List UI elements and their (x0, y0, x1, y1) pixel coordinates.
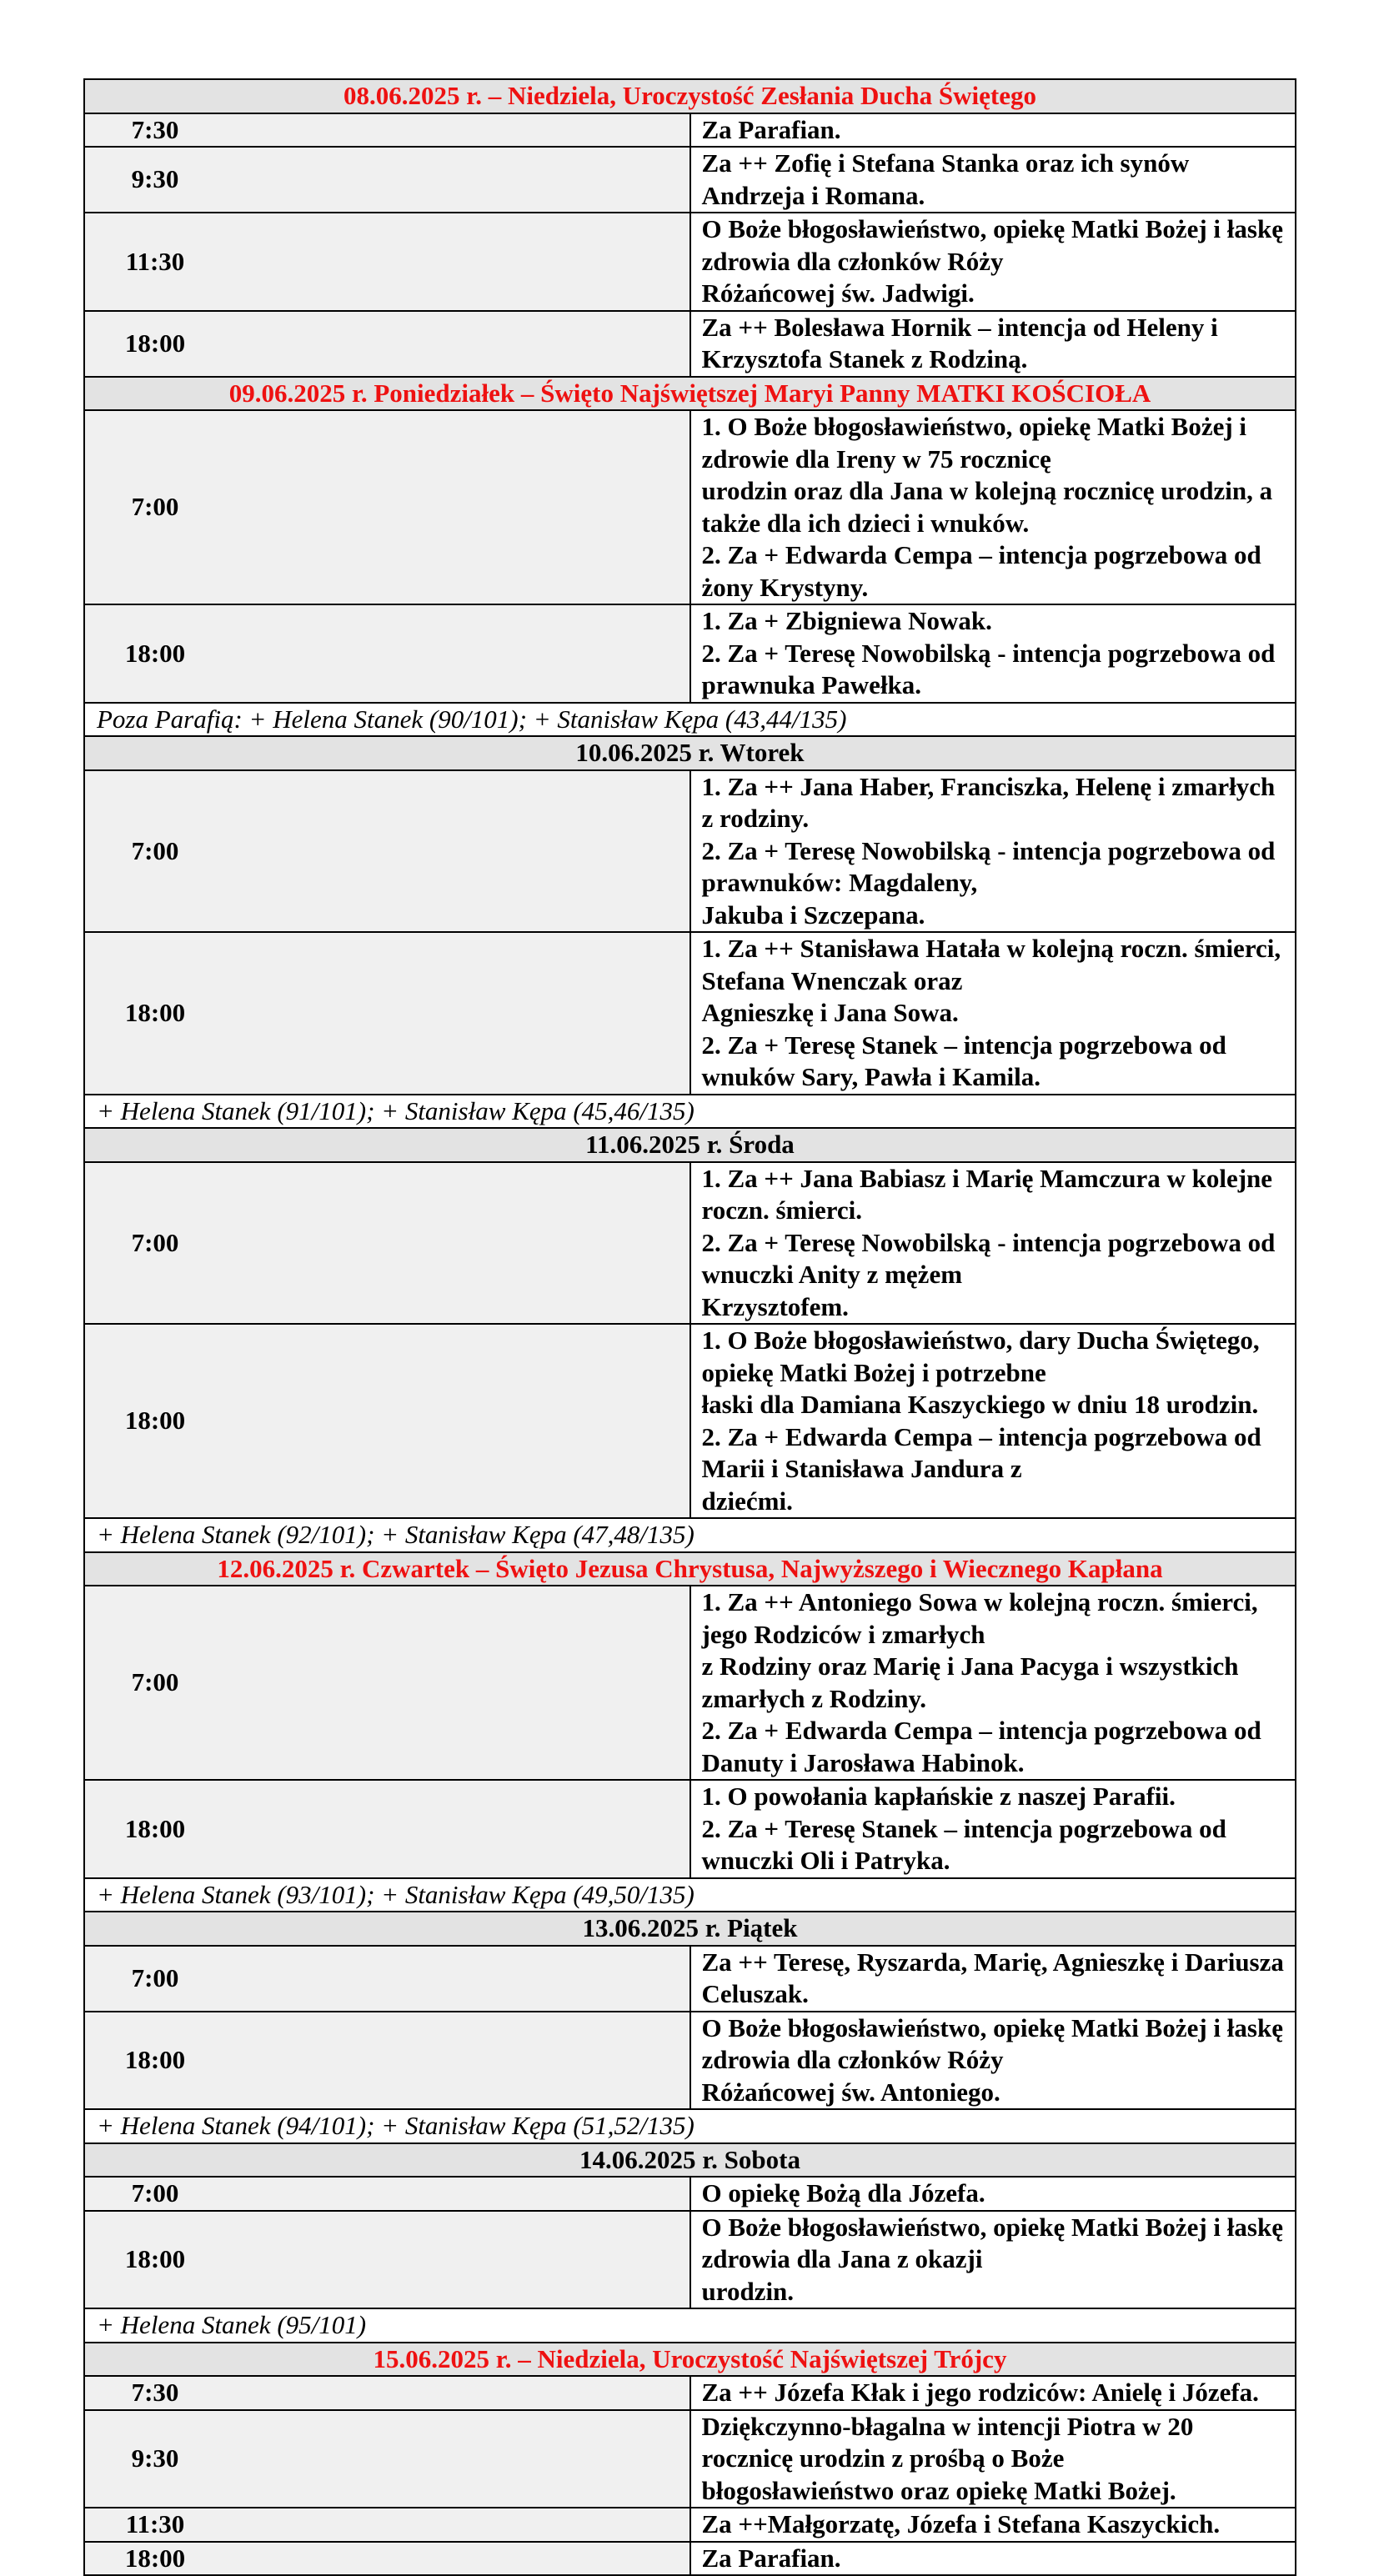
mass-time: 7:00 (131, 835, 179, 865)
mass-time-cell (84, 1162, 690, 1325)
mass-intention-cell (690, 1324, 1296, 1518)
mass-time-cell (84, 311, 690, 377)
mass-intentions-body (84, 79, 1296, 2575)
intention-line: O Boże błogosławieństwo, opiekę Matki Bożej i łaskę zdrowia dla Jana z okazji (701, 2212, 1283, 2273)
mass-intention-cell (690, 2542, 1296, 2576)
mass-row (84, 2012, 1296, 2110)
mass-time-cell (84, 1586, 690, 1780)
mass-time-cell (84, 604, 690, 703)
mass-time-cell (84, 410, 690, 604)
day-header-row (84, 79, 1296, 113)
day-header-row (84, 1128, 1296, 1162)
day-header-row (84, 1552, 1296, 1586)
mass-time: 11:30 (125, 246, 185, 276)
mass-intention-cell (690, 604, 1296, 703)
intention-line: 1. Za ++ Jana Haber, Franciszka, Helenę i zmarłych z rodziny. (701, 771, 1276, 833)
intention-line: Różańcowej św. Jadwigi. (701, 278, 975, 308)
intention-line: Agnieszkę i Jana Sowa. (701, 998, 959, 1027)
mass-row (84, 932, 1296, 1095)
day-header-row (84, 2343, 1296, 2377)
mass-time-cell (84, 770, 690, 933)
intention-line: 1. O powołania kapłańskie z naszej Parafii. (701, 1782, 1176, 1811)
mass-row (84, 2508, 1296, 2542)
mass-row (84, 2542, 1296, 2576)
mass-time-cell (84, 113, 690, 148)
intention-line: 1. Za ++ Stanisława Hatała w kolejną roczn. śmierci, Stefana Wnenczak oraz (701, 934, 1281, 995)
mass-time-cell (84, 2410, 690, 2508)
mass-time: 18:00 (124, 998, 186, 1027)
mass-row (84, 604, 1296, 703)
intention-line: Za ++ Bolesława Hornik – intencja od Heleny i Krzysztofa Stanek z Rodziną. (701, 312, 1218, 373)
mass-intention-cell (690, 2410, 1296, 2508)
day-header-row (84, 1912, 1296, 1946)
day-header: 14.06.2025 r. Sobota (84, 2143, 1296, 2178)
intention-line: 2. Za + Teresę Nowobilską - intencja pogrzebowa od prawnuków: Magdaleny, (701, 835, 1276, 897)
mass-time: 7:30 (131, 114, 179, 144)
gregorian-note-row (84, 1095, 1296, 1129)
intention-line: urodzin oraz dla Jana w kolejną rocznicę urodzin, a także dla ich dzieci i wnuków. (701, 476, 1273, 538)
mass-time-cell (84, 2211, 690, 2309)
mass-time: 7:00 (131, 2178, 179, 2208)
mass-intentions-page (83, 78, 1296, 2576)
mass-intention-cell (690, 113, 1296, 148)
intention-line: błogosławieństwo oraz opiekę Matki Bożej. (701, 2475, 1176, 2505)
mass-time-cell (84, 213, 690, 311)
gregorian-note: + Helena Stanek (92/101); + Stanisław Kępa (47,48/135) (84, 1518, 1296, 1552)
intention-line: 1. Za ++ Jana Babiasz i Marię Mamczura w kolejne roczn. śmierci. (701, 1163, 1273, 1225)
mass-time-cell (84, 2177, 690, 2211)
intention-line: 1. Za ++ Antoniego Sowa w kolejną roczn. śmierci, jego Rodziców i zmarłych (701, 1587, 1258, 1649)
intention-line: 2. Za + Teresę Nowobilską - intencja pogrzebowa od wnuczki Anity z mężem (701, 1227, 1276, 1289)
intention-line: Różańcowej św. Antoniego. (701, 2077, 1000, 2107)
mass-intention-cell (690, 932, 1296, 1095)
day-header: 12.06.2025 r. Czwartek – Święto Jezusa Chrystusa, Najwyższego i Wiecznego Kapłana (84, 1552, 1296, 1586)
day-header-row (84, 377, 1296, 411)
mass-intentions-table (83, 78, 1296, 2576)
gregorian-note-row (84, 1518, 1296, 1552)
gregorian-note-row (84, 2308, 1296, 2343)
intention-line: O Boże błogosławieństwo, opiekę Matki Bożej i łaskę zdrowia dla członków Róży (701, 214, 1283, 276)
mass-row (84, 113, 1296, 148)
mass-row (84, 311, 1296, 377)
mass-intention-cell (690, 147, 1296, 213)
mass-intention-cell (690, 2508, 1296, 2542)
mass-time-cell (84, 1324, 690, 1518)
day-header: 15.06.2025 r. – Niedziela, Uroczystość Najświętszej Trójcy (84, 2343, 1296, 2377)
gregorian-note-row (84, 2109, 1296, 2143)
mass-time-cell (84, 2542, 690, 2576)
intention-line: dziećmi. (701, 1486, 793, 1516)
mass-time-cell (84, 2508, 690, 2542)
mass-row (84, 2211, 1296, 2309)
intention-line: Za ++Małgorzatę, Józefa i Stefana Kaszyckich. (701, 2509, 1221, 2538)
mass-time: 18:00 (124, 1406, 186, 1436)
intention-line: łaski dla Damiana Kaszyckiego w dniu 18 urodzin. (701, 1390, 1259, 1419)
day-header: 10.06.2025 r. Wtorek (84, 736, 1296, 770)
mass-intention-cell (690, 2211, 1296, 2309)
mass-intention-cell (690, 410, 1296, 604)
intention-line: 2. Za + Edwarda Cempa – intencja pogrzebowa od Danuty i Jarosława Habinok. (701, 1716, 1261, 1777)
mass-row (84, 770, 1296, 933)
intention-line: urodzin. (701, 2276, 795, 2306)
intention-line: 2. Za + Teresę Nowobilską - intencja pogrzebowa od prawnuka Pawełka. (701, 638, 1276, 699)
mass-row (84, 2376, 1296, 2410)
intention-line: Jakuba i Szczepana. (701, 900, 925, 930)
mass-time: 9:30 (131, 2443, 179, 2473)
intention-line: 2. Za + Edwarda Cempa – intencja pogrzebowa od żony Krystyny. (701, 540, 1261, 602)
gregorian-note: Poza Parafią: + Helena Stanek (90/101); + Stanisław Kępa (43,44/135) (84, 703, 1296, 737)
gregorian-note-row (84, 703, 1296, 737)
gregorian-note: + Helena Stanek (91/101); + Stanisław Kępa (45,46/135) (84, 1095, 1296, 1129)
mass-row (84, 1586, 1296, 1780)
day-header-row (84, 2143, 1296, 2178)
mass-row (84, 147, 1296, 213)
intention-line: Za ++ Józefa Kłak i jego rodziców: Anielę i Józefa. (701, 2378, 1259, 2407)
gregorian-note-row (84, 1878, 1296, 1912)
intention-line: Dziękczynno-błagalna w intencji Piotra w 20 rocznicę urodzin z prośbą o Boże (701, 2411, 1194, 2473)
intention-line: Za Parafian. (701, 114, 841, 144)
mass-intention-cell (690, 213, 1296, 311)
mass-time: 9:30 (131, 164, 179, 194)
mass-time: 18:00 (124, 638, 186, 668)
mass-time: 11:30 (125, 2509, 185, 2538)
mass-row (84, 410, 1296, 604)
mass-intention-cell (690, 1162, 1296, 1325)
gregorian-note: + Helena Stanek (93/101); + Stanisław Kępa (49,50/135) (84, 1878, 1296, 1912)
day-header-row (84, 736, 1296, 770)
mass-time-cell (84, 2012, 690, 2110)
mass-time-cell (84, 2376, 690, 2410)
mass-row (84, 2410, 1296, 2508)
mass-row (84, 1324, 1296, 1518)
mass-time: 18:00 (124, 328, 186, 358)
intention-line: Krzysztofem. (701, 1291, 849, 1321)
mass-time-cell (84, 147, 690, 213)
mass-intention-cell (690, 2177, 1296, 2211)
mass-intention-cell (690, 1780, 1296, 1878)
intention-line: Za ++ Zofię i Stefana Stanka oraz ich synów Andrzeja i Romana. (701, 148, 1190, 210)
mass-time: 18:00 (124, 1813, 186, 1843)
mass-time: 7:00 (131, 1962, 179, 1992)
mass-row (84, 1946, 1296, 2012)
day-header: 09.06.2025 r. Poniedziałek – Święto Najświętszej Maryi Panny MATKI KOŚCIOŁA (84, 377, 1296, 411)
mass-intention-cell (690, 770, 1296, 933)
gregorian-note: + Helena Stanek (94/101); + Stanisław Kępa (51,52/135) (84, 2109, 1296, 2143)
intention-line: Za ++ Teresę, Ryszarda, Marię, Agnieszkę i Dariusza Celuszak. (701, 1947, 1284, 2008)
mass-time: 18:00 (124, 2543, 186, 2573)
intention-line: 1. O Boże błogosławieństwo, dary Ducha Świętego, opiekę Matki Bożej i potrzebne (701, 1326, 1260, 1387)
mass-time-cell (84, 1780, 690, 1878)
intention-line: 1. Za + Zbigniewa Nowak. (701, 606, 992, 635)
intention-line: 2. Za + Teresę Stanek – intencja pogrzebowa od wnuczki Oli i Patryka. (701, 1813, 1226, 1875)
mass-time: 7:00 (131, 492, 179, 522)
day-header: 11.06.2025 r. Środa (84, 1128, 1296, 1162)
mass-intention-cell (690, 1946, 1296, 2012)
mass-row (84, 213, 1296, 311)
mass-row (84, 2177, 1296, 2211)
mass-time-cell (84, 1946, 690, 2012)
mass-intention-cell (690, 311, 1296, 377)
mass-time: 18:00 (124, 2045, 186, 2074)
intention-line: Za Parafian. (701, 2543, 841, 2573)
mass-time: 18:00 (124, 2244, 186, 2273)
mass-intention-cell (690, 2376, 1296, 2410)
intention-line: z Rodziny oraz Marię i Jana Pacyga i wszystkich zmarłych z Rodziny. (701, 1651, 1239, 1713)
mass-row (84, 1780, 1296, 1878)
gregorian-note: + Helena Stanek (95/101) (84, 2308, 1296, 2343)
mass-time: 7:30 (131, 2378, 179, 2407)
mass-time: 7:00 (131, 1227, 179, 1257)
intention-line: O opiekę Bożą dla Józefa. (701, 2178, 985, 2208)
mass-intention-cell (690, 2012, 1296, 2110)
day-header: 13.06.2025 r. Piątek (84, 1912, 1296, 1946)
intention-line: O Boże błogosławieństwo, opiekę Matki Bożej i łaskę zdrowia dla członków Róży (701, 2012, 1283, 2074)
mass-time-cell (84, 932, 690, 1095)
mass-row (84, 1162, 1296, 1325)
mass-intention-cell (690, 1586, 1296, 1780)
day-header: 08.06.2025 r. – Niedziela, Uroczystość Zesłania Ducha Świętego (84, 79, 1296, 113)
intention-line: 2. Za + Teresę Stanek – intencja pogrzebowa od wnuków Sary, Pawła i Kamila. (701, 1030, 1226, 1091)
intention-line: 1. O Boże błogosławieństwo, opiekę Matki Bożej i zdrowie dla Ireny w 75 rocznicę (701, 412, 1247, 474)
intention-line: 2. Za + Edwarda Cempa – intencja pogrzebowa od Marii i Stanisława Jandura z (701, 1421, 1261, 1483)
mass-time: 7:00 (131, 1667, 179, 1697)
